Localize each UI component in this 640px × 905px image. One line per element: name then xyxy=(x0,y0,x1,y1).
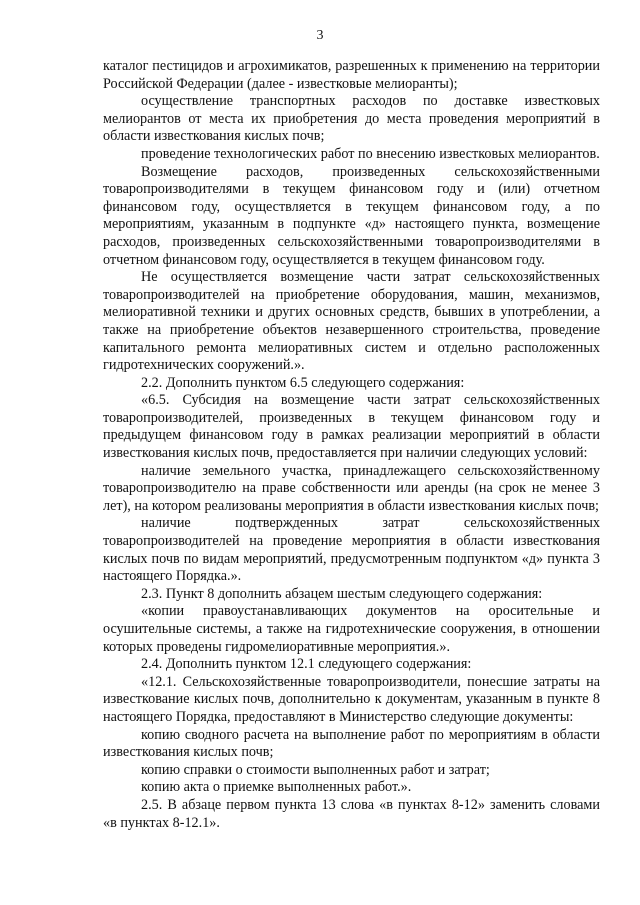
paragraph: «6.5. Субсидия на возмещение части затрат сельскохозяйственных товаропроизводителей, произведенных в текущем финансовом году и предыдущем финансовом году в рамках реализации мероприятий в области известкования кислых почв, предоставляется при наличии следующих условий: xyxy=(103,392,600,462)
paragraph: 2.2. Дополнить пунктом 6.5 следующего содержания: xyxy=(141,374,465,391)
paragraph: копию акта о приемке выполненных работ.». xyxy=(141,779,412,796)
paragraph: Возмещение расходов, произведенных сельскохозяйственными товаропроизводителями в текущем финансовом году и (или) отчетном финансовом году, осуществляется в текущем финансовом году, а по мероприятиям, указанным в подпункте «д» настоящего пункта, возмещение расходов, произведенных сельскохозяйственными товаропроизводителями в отчетном финансовом году, осуществляется в текущем финансовом году. xyxy=(103,163,600,268)
paragraph: 2.5. В абзаце первом пункта 13 слова «в пунктах 8-12» заменить словами «в пунктах 8-12.1». xyxy=(103,796,600,831)
paragraph: копию справки о стоимости выполненных работ и затрат; xyxy=(141,761,490,778)
paragraph: наличие земельного участка, принадлежащего сельскохозяйственному товаропроизводителю на праве собственности или аренды (на срок не менее 3 лет), на котором реализованы мероприятия в области известкования кислых почв; xyxy=(103,462,600,514)
document-body xyxy=(103,58,600,832)
paragraph: копию сводного расчета на выполнение работ по мероприятиям в области известкования кислых почв; xyxy=(103,726,600,761)
paragraph: каталог пестицидов и агрохимикатов, разрешенных к применению на территории Российской Федерации (далее - известковые мелиоранты); xyxy=(103,58,600,92)
paragraph: 2.3. Пункт 8 дополнить абзацем шестым следующего содержания: xyxy=(141,585,543,602)
paragraph: проведение технологических работ по внесению известковых мелиорантов. xyxy=(141,145,600,162)
paragraph: 2.4. Дополнить пунктом 12.1 следующего содержания: xyxy=(141,656,472,673)
paragraph: «12.1. Сельскохозяйственные товаропроизводители, понесшие затраты на известкование кислых почв, дополнительно к документам, указанным в пункте 8 настоящего Порядка, предоставляют в Министерство следующие документы: xyxy=(103,673,600,725)
page-number: 3 xyxy=(316,28,324,43)
paragraph: осуществление транспортных расходов по доставке известковых мелиорантов от места их приобретения до места проведения мероприятий в области известкования кислых почв; xyxy=(103,93,600,145)
paragraph: Не осуществляется возмещение части затрат сельскохозяйственных товаропроизводителей на приобретение оборудования, машин, механизмов, мелиоративной техники и других основных средств, бывших в употреблении, а также на приобретение объектов незавершенного строительства, проведение капитального ремонта мелиоративных систем и отдельно расположенных гидротехнических сооружений.». xyxy=(103,269,600,374)
paragraph: наличие подтвержденных затрат сельскохозяйственных товаропроизводителей на проведение мероприятия в области известкования кислых почв по видам мероприятий, предусмотренным подпунктом «д» пункта 3 настоящего Порядка.». xyxy=(103,515,600,585)
paragraph: «копии правоустанавливающих документов на оросительные и осушительные системы, а также на гидротехнические сооружения, в отношении которых проведены гидромелиоративные мероприятия.». xyxy=(103,603,600,655)
